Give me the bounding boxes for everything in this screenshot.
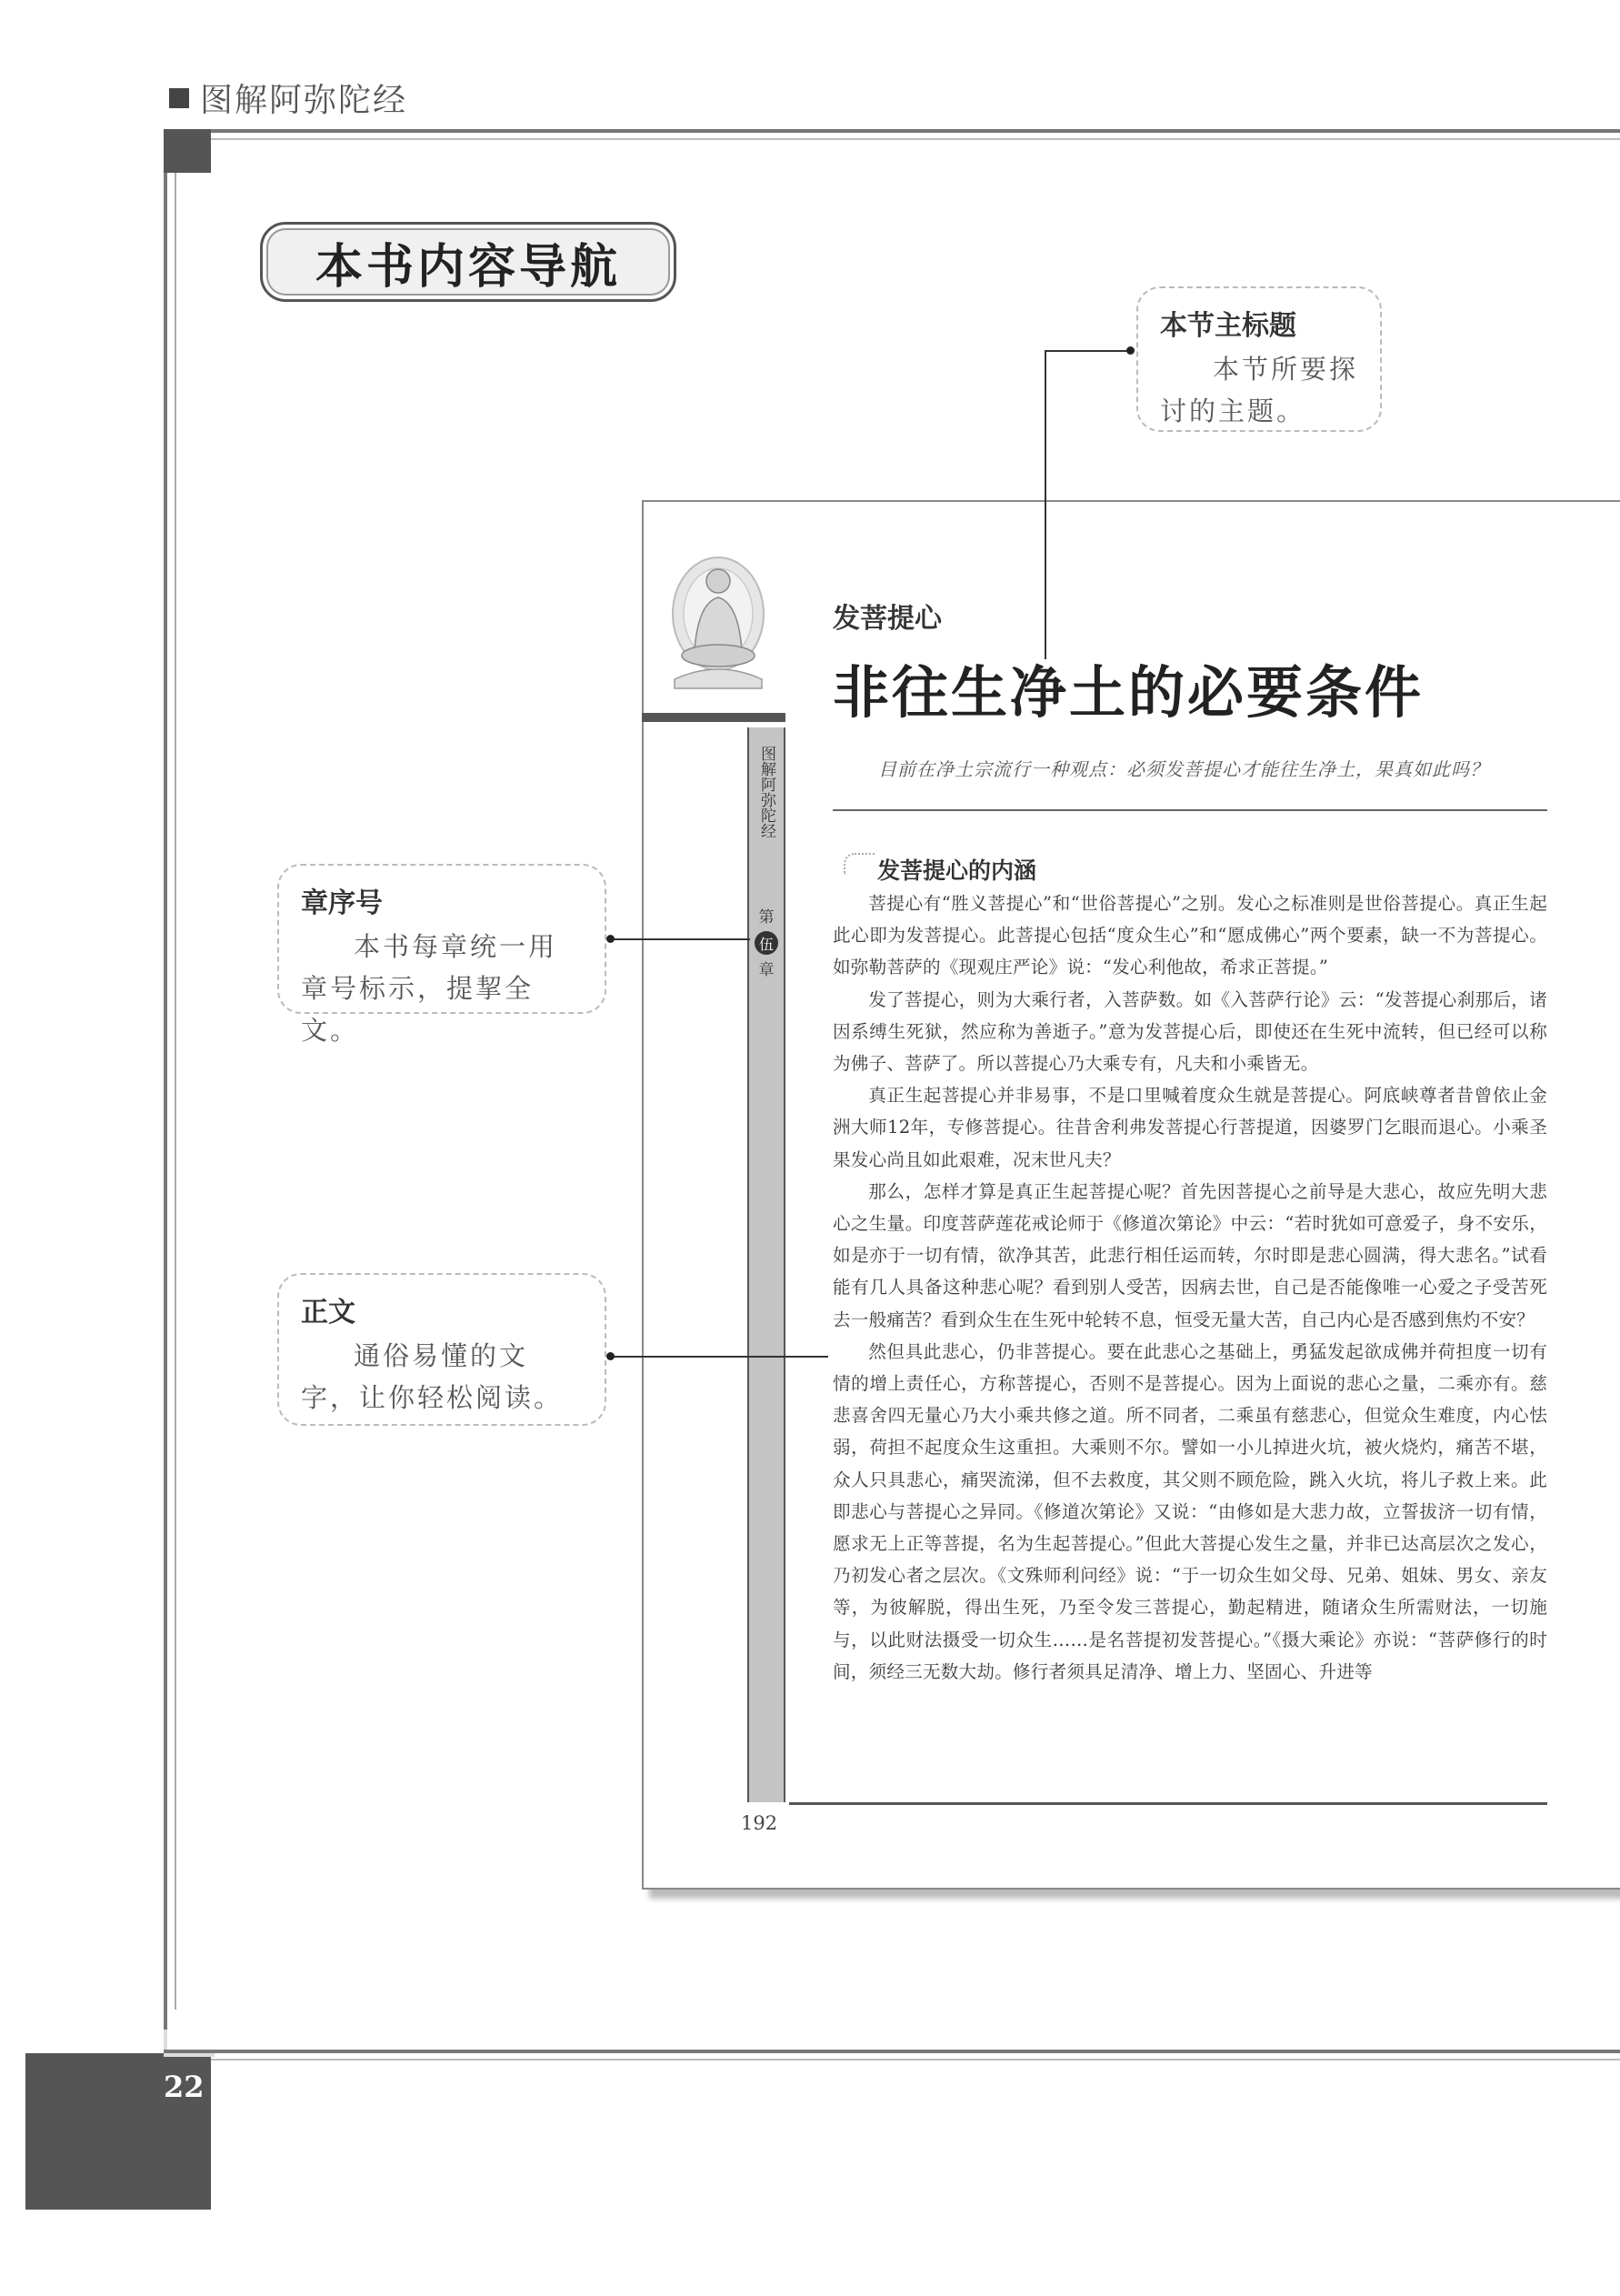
leader-dot-title	[1126, 346, 1135, 355]
leader-dot-body	[606, 1352, 615, 1360]
side-strip-text: 图解阿弥陀经	[757, 746, 775, 838]
leader-line-title-horizontal	[1045, 350, 1130, 352]
title-rule	[833, 809, 1547, 811]
body-paragraph: 那么，怎样才算是真正生起菩提心呢？首先因菩提心之前导是大悲心，故应先明大悲心之生量。印度菩萨莲花戒论师于《修道次第论》中云：“若时犹如可意爱子，身不安乐，如是亦于一切有情，欲净其苦，此悲行相任运而转，尔时即是悲心圆满，得大悲名。”试看能有几人具备这种悲心呢？看到别人受苦，因病去世，自己是否能像唯一心爱之子受苦死去一般痛苦？看到众生在生死中轮转不息，恒受无量大苦，自己内心是否感到焦灼不安？	[833, 1180, 1547, 1330]
callout-text: 通俗易懂的文字，让你轻松阅读。	[301, 1340, 564, 1413]
frame-bottom-rule	[164, 2050, 1620, 2053]
sample-subtitle: 发菩提心	[833, 603, 942, 635]
callout-text: 本书每章统一用章号标示，提挈全文。	[301, 931, 558, 1046]
sample-bottom-rule	[789, 1802, 1547, 1805]
buddha-icon	[667, 550, 769, 696]
leader-line-body	[610, 1356, 828, 1358]
body-paragraph: 发了菩提心，则为大乘行者，入菩萨数。如《入菩萨行论》云：“发菩提心刹那后，诸因系缚生死狱，然应称为善逝子。”意为发菩提心后，即使还在生死中流转，但已经可以称为佛子、菩萨了。所以菩提心乃大乘专有，凡夫和小乘皆无。	[833, 988, 1547, 1075]
page-number: 22	[164, 2070, 205, 2104]
callout-label: 正文	[301, 1297, 355, 1328]
callout-body-text	[277, 1273, 606, 1426]
sample-side-strip	[747, 727, 785, 1802]
sample-page-number: 192	[741, 1812, 778, 1834]
section-ornament-icon	[844, 853, 875, 875]
leader-dot-chapter	[606, 935, 615, 943]
frame-left-rule	[164, 129, 167, 2030]
frame-bottom-rule-thin	[211, 2059, 1620, 2060]
section-heading: 发菩提心的内涵	[877, 857, 1037, 884]
running-header	[169, 75, 407, 121]
leader-line-title-vertical	[1045, 350, 1046, 659]
sample-lead: 目前在净土宗流行一种观点：必须发菩提心才能往生净土，果真如此吗？	[878, 758, 1489, 780]
side-strip-chapter-suffix: 章	[758, 961, 775, 979]
square-bullet-icon	[169, 88, 189, 108]
body-paragraph: 菩提心有“胜义菩提心”和“世俗菩提心”之别。发心之标准则是世俗菩提心。真正生起此心即为发菩提心。此菩提心包括“度众生心”和“愿成佛心”两个要素，缺一不为菩提心。如弥勒菩萨的《现观庄严论》说：“发心利他故，希求正菩提。”	[833, 893, 1547, 978]
callout-label: 章序号	[301, 887, 383, 919]
body-paragraph: 真正生起菩提心并非易事，不是口里喊着度众生就是菩提心。阿底峡尊者昔曾依止金洲大师12年，专修菩提心。往昔舍利弗发菩提心行菩提道，因婆罗门乞眼而退心。小乘圣果发心尚且如此艰难，况末世凡夫？	[833, 1085, 1547, 1170]
callout-section-title	[1136, 286, 1382, 432]
body-paragraph: 然但具此悲心，仍非菩提心。要在此悲心之基础上，勇猛发起欲成佛并荷担度一切有情的增上责任心，方称菩提心，否则不是菩提心。因为上面说的悲心之量，二乘亦有。慈悲喜舍四无量心乃大小乘共修之道。所不同者，二乘虽有慈悲心，但觉众生难度，内心怯弱，荷担不起度众生这重担。大乘则不尔。譬如一小儿掉进火坑，被火烧灼，痛苦不堪，众人只具悲心，痛哭流涕，但不去救度，其父则不顾危险，跳入火坑，将儿子救上来。此即悲心与菩提心之异同。《修道次第论》又说：“由修如是大悲力故，立誓拔济一切有情，愿求无上正等菩提，名为生起菩提心。”但此大菩提心发生之量，并非已达高层次之发心，乃初发心者之层次。《文殊师利问经》说：“于一切众生如父母、兄弟、姐妹、男女、亲友等，为彼解脱，得出生死，乃至令发三菩提心，勤起精进，随诸众生所需财法，一切施与，以此财法摄受一切众生……是名菩提初发菩提心。”《摄大乘论》亦说：“菩萨修行的时间，须经三无数大劫。修行者须具足清净、增上力、坚固心、升进等	[833, 1340, 1547, 1682]
frame-corner-block	[164, 129, 211, 173]
frame-top-rule	[164, 129, 1620, 133]
callout-text: 本节所要探讨的主题。	[1160, 354, 1359, 426]
callout-chapter-number	[277, 864, 606, 1046]
sample-top-bar	[642, 713, 785, 722]
sample-main-title: 非往生净土的必要条件	[833, 659, 1425, 726]
sample-body-text	[833, 887, 1547, 1688]
nav-title: 本书内容导航	[260, 222, 676, 302]
frame-left-rule-thin	[175, 173, 176, 2010]
chapter-badge: 伍	[755, 931, 778, 955]
running-header-title: 图解阿弥陀经	[200, 82, 408, 119]
frame-top-rule-thin	[164, 138, 1620, 140]
side-strip-book-title	[751, 746, 782, 846]
callout-label: 本节主标题	[1160, 310, 1296, 342]
side-strip-chapter-prefix: 第	[758, 908, 775, 927]
leader-line-chapter	[610, 938, 750, 940]
